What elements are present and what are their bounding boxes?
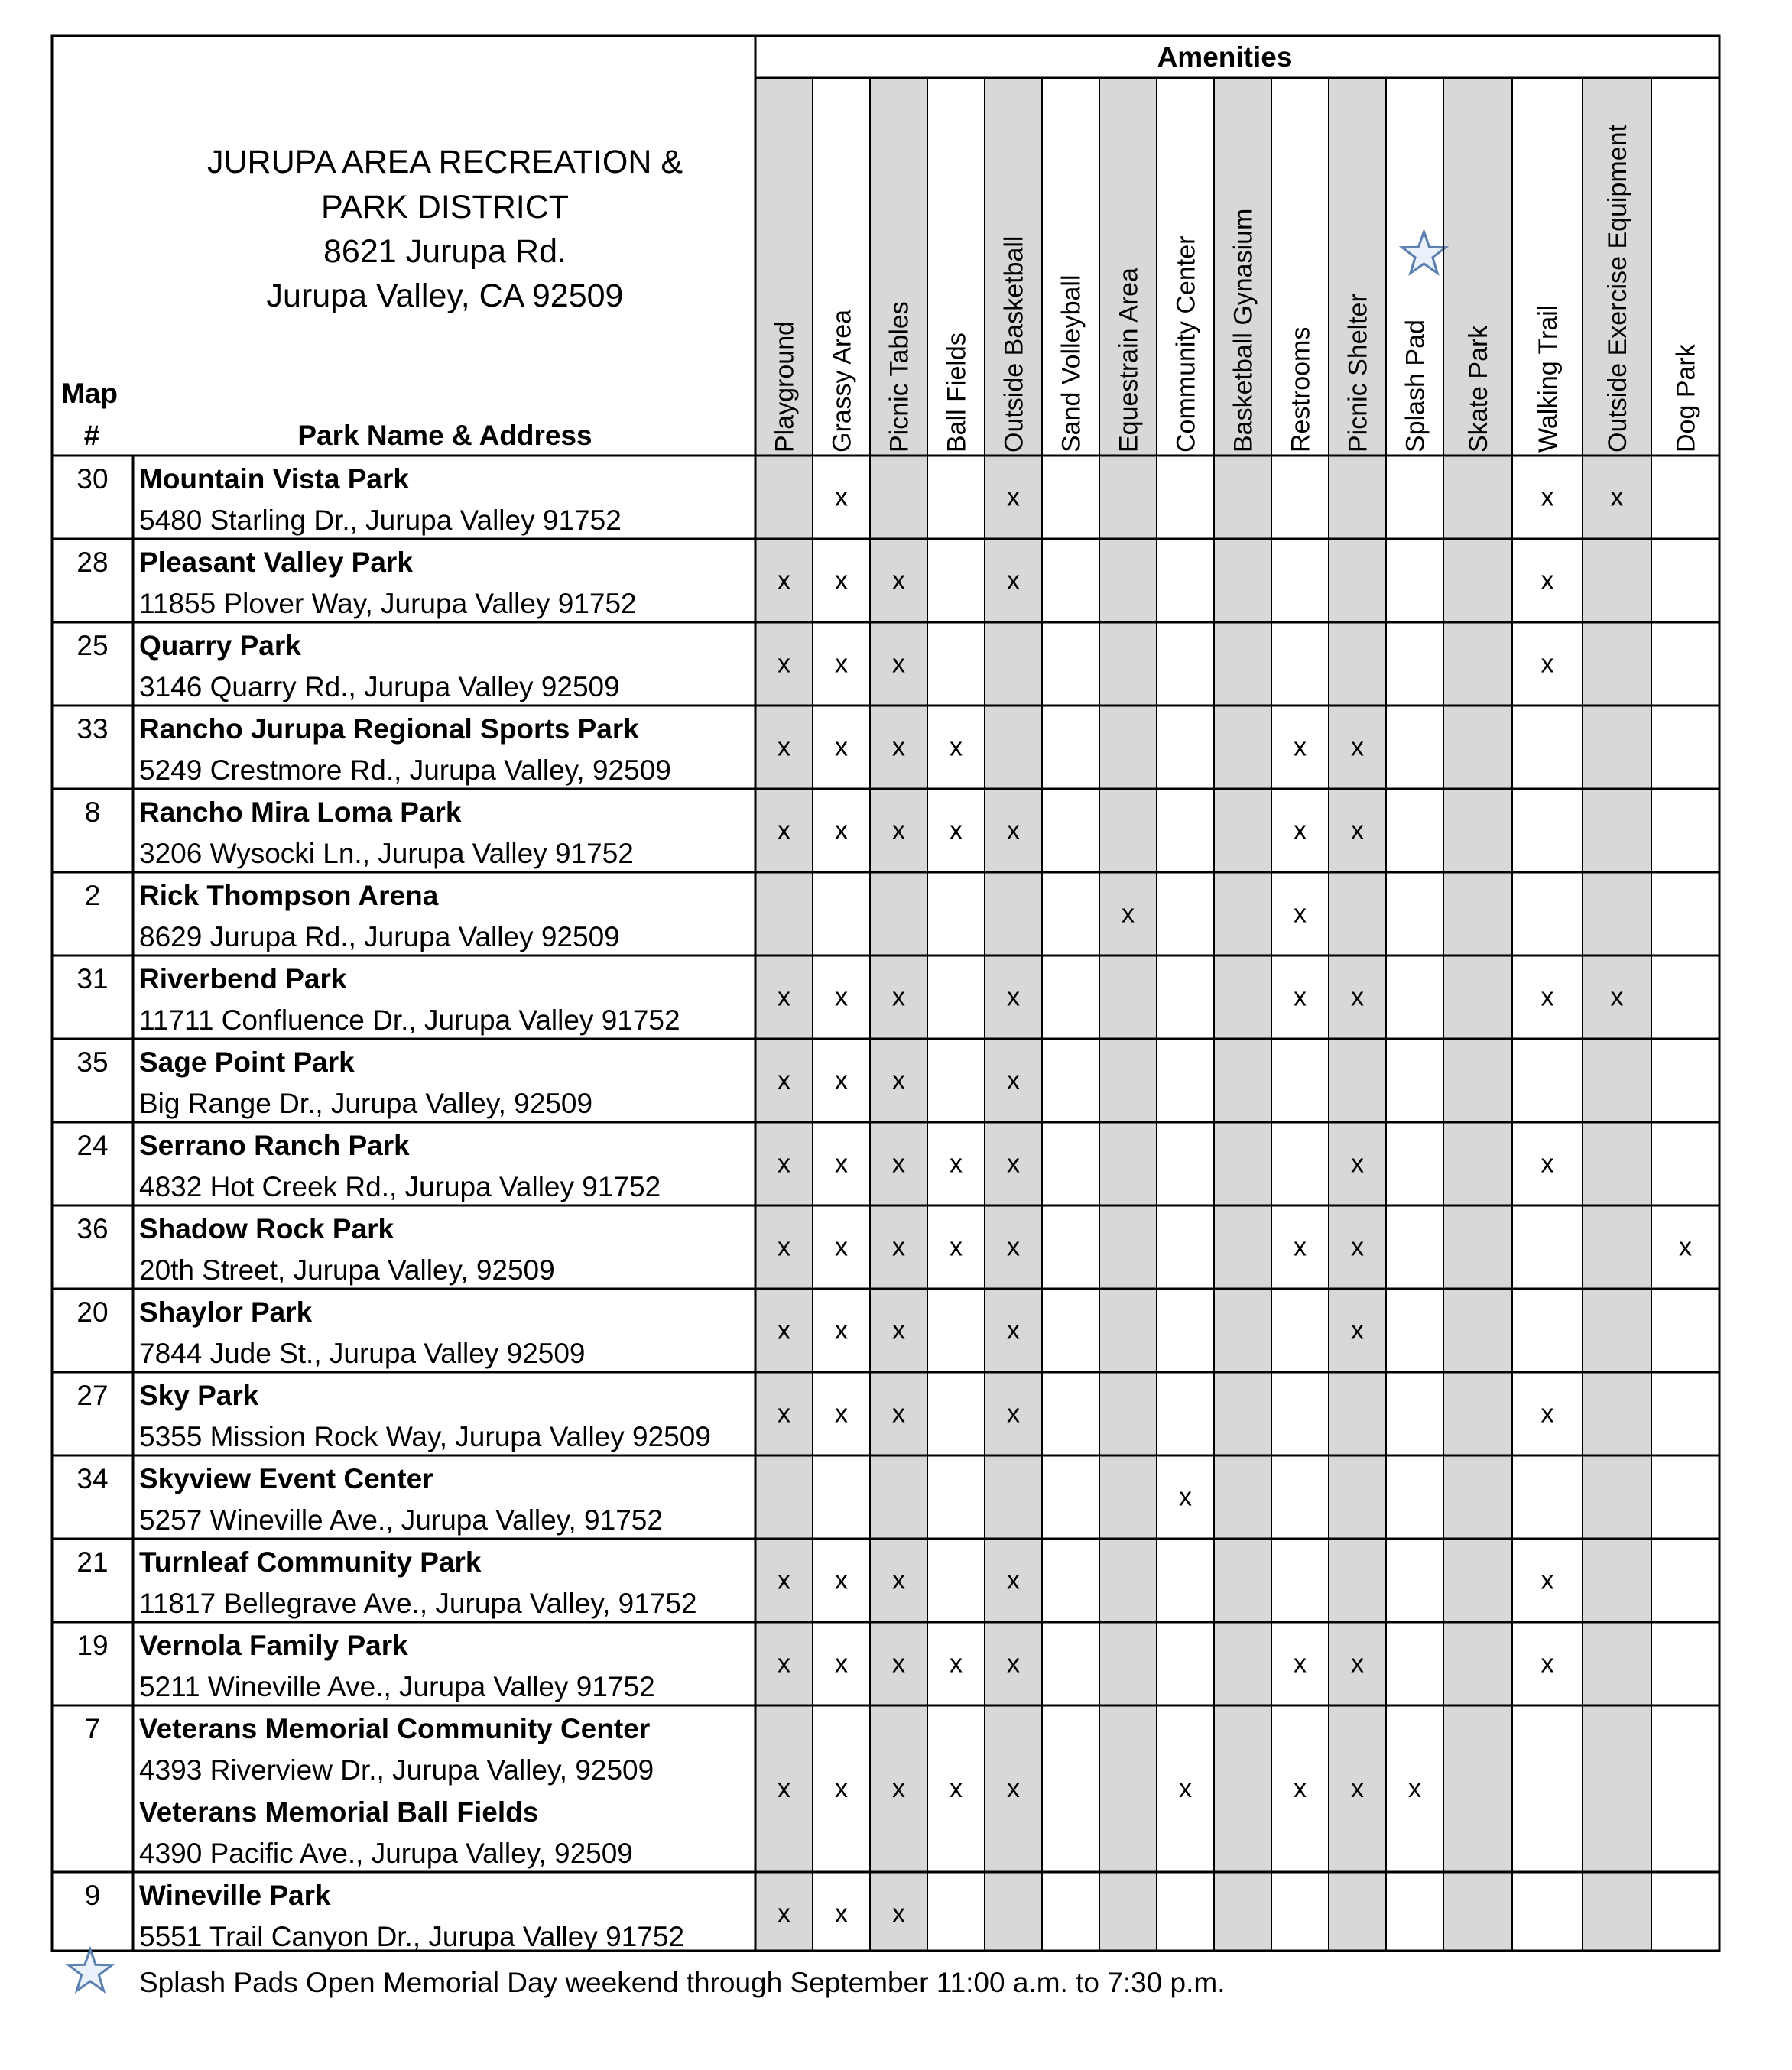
amenity-mark: x xyxy=(1007,1232,1020,1262)
amenity-mark: x xyxy=(835,1066,848,1095)
amenity-mark: x xyxy=(835,982,848,1012)
column-header-basketball-gynasium: Basketball Gynasium xyxy=(1229,208,1258,453)
park-name: Pleasant Valley Park xyxy=(139,547,413,578)
amenity-mark: x xyxy=(892,1149,905,1179)
district-name-line-1: JURUPA AREA RECREATION & xyxy=(206,144,683,180)
amenity-mark: x xyxy=(1007,1649,1020,1679)
park-name: Rancho Jurupa Regional Sports Park xyxy=(139,713,639,745)
amenity-mark: x xyxy=(778,649,790,679)
map-number: 31 xyxy=(76,963,109,994)
map-number: 9 xyxy=(84,1880,101,1911)
park-address: 5480 Starling Dr., Jurupa Valley 91752 xyxy=(139,505,622,536)
amenity-mark: x xyxy=(892,566,905,595)
amenities-heading: Amenities xyxy=(1157,41,1293,73)
amenity-mark: x xyxy=(835,1399,848,1429)
amenity-mark: x xyxy=(1007,1399,1020,1429)
amenity-mark: x xyxy=(892,1565,905,1595)
amenity-mark: x xyxy=(1540,1565,1554,1595)
amenity-mark: x xyxy=(892,982,905,1012)
park-name: Mountain Vista Park xyxy=(139,463,409,495)
amenity-mark: x xyxy=(892,1399,905,1429)
map-number: 20 xyxy=(76,1296,109,1328)
park-name: Veterans Memorial Community Center xyxy=(139,1713,651,1744)
amenity-mark: x xyxy=(950,1232,963,1262)
map-number-label: # xyxy=(83,420,100,451)
map-number: 33 xyxy=(76,713,109,745)
park-address: 11817 Bellegrave Ave., Jurupa Valley, 91752 xyxy=(139,1588,697,1619)
amenity-mark: x xyxy=(892,816,905,845)
park-address: 4393 Riverview Dr., Jurupa Valley, 92509 xyxy=(139,1754,654,1786)
amenity-mark: x xyxy=(892,732,905,762)
amenity-mark: x xyxy=(835,1899,848,1929)
amenity-mark: x xyxy=(1610,982,1624,1012)
amenity-mark: x xyxy=(778,1649,790,1679)
park-name: Quarry Park xyxy=(139,630,301,661)
map-number: 28 xyxy=(76,547,109,578)
park-name: Sage Point Park xyxy=(139,1046,355,1078)
amenity-mark: x xyxy=(1351,1774,1364,1803)
amenity-mark: x xyxy=(778,982,790,1012)
column-header-splash-pad: Splash Pad xyxy=(1401,320,1430,453)
amenity-mark: x xyxy=(1351,1149,1364,1179)
amenity-mark: x xyxy=(835,1774,848,1803)
amenity-mark: x xyxy=(892,1774,905,1803)
amenity-mark: x xyxy=(1007,1565,1020,1595)
star-icon xyxy=(1402,232,1446,273)
amenity-mark: x xyxy=(778,1774,790,1803)
amenity-mark: x xyxy=(1351,816,1364,845)
amenity-mark: x xyxy=(892,1066,905,1095)
amenity-mark: x xyxy=(1294,732,1307,762)
amenity-mark: x xyxy=(778,1899,790,1929)
amenity-mark: x xyxy=(778,732,790,762)
amenity-mark: x xyxy=(835,649,848,679)
map-number: 35 xyxy=(76,1046,109,1078)
amenity-mark: x xyxy=(1294,982,1307,1012)
map-number: 25 xyxy=(76,630,109,661)
park-address: 4832 Hot Creek Rd., Jurupa Valley 91752 xyxy=(139,1171,661,1202)
column-header-sand-volleyball: Sand Volleyball xyxy=(1057,274,1086,453)
amenity-mark: x xyxy=(778,1316,790,1345)
map-number: 34 xyxy=(76,1463,109,1494)
amenity-mark: x xyxy=(1351,732,1364,762)
column-header-skate-park: Skate Park xyxy=(1464,325,1493,453)
park-name: Veterans Memorial Ball Fields xyxy=(139,1796,539,1828)
amenity-mark: x xyxy=(950,732,963,762)
column-header-dog-park: Dog Park xyxy=(1671,344,1701,453)
amenity-mark: x xyxy=(1179,1482,1192,1512)
amenity-mark: x xyxy=(1351,1649,1364,1679)
park-address: 20th Street, Jurupa Valley, 92509 xyxy=(139,1254,555,1286)
park-address: 4390 Pacific Ave., Jurupa Valley, 92509 xyxy=(139,1838,633,1869)
column-header-picnic-shelter: Picnic Shelter xyxy=(1343,294,1373,453)
amenity-mark: x xyxy=(1351,1316,1364,1345)
column-header-outside-exercise-equipment: Outside Exercise Equipment xyxy=(1603,125,1632,453)
amenity-mark: x xyxy=(1007,566,1020,595)
park-name: Riverbend Park xyxy=(139,963,347,994)
amenity-mark: x xyxy=(1351,982,1364,1012)
park-address: Big Range Dr., Jurupa Valley, 92509 xyxy=(139,1088,593,1119)
park-address: 7844 Jude St., Jurupa Valley 92509 xyxy=(139,1338,586,1369)
column-header-outside-basketball: Outside Basketball xyxy=(999,235,1029,453)
amenity-mark: x xyxy=(1007,816,1020,845)
amenity-mark: x xyxy=(835,1232,848,1262)
amenity-mark: x xyxy=(778,816,790,845)
amenity-mark: x xyxy=(1122,899,1135,929)
park-address: 3206 Wysocki Ln., Jurupa Valley 91752 xyxy=(139,838,634,869)
amenity-mark: x xyxy=(950,816,963,845)
map-number: 27 xyxy=(76,1380,109,1411)
amenity-mark: x xyxy=(835,1316,848,1345)
amenity-mark: x xyxy=(1540,482,1554,512)
amenity-mark: x xyxy=(1294,899,1307,929)
park-row xyxy=(76,963,1623,1036)
amenity-mark: x xyxy=(892,1232,905,1262)
amenity-mark: x xyxy=(1294,1774,1307,1803)
amenity-mark: x xyxy=(835,1149,848,1179)
park-address: 5551 Trail Canyon Dr., Jurupa Valley 91752 xyxy=(139,1921,685,1952)
amenity-mark: x xyxy=(1294,1232,1307,1262)
park-name: Wineville Park xyxy=(139,1880,331,1911)
park-address: 11711 Confluence Dr., Jurupa Valley 91752 xyxy=(139,1004,680,1036)
amenity-mark: x xyxy=(892,1899,905,1929)
column-header-ball-fields: Ball Fields xyxy=(942,333,972,453)
park-name: Shaylor Park xyxy=(139,1296,313,1328)
amenity-mark: x xyxy=(835,732,848,762)
column-header-equestrain-area: Equestrain Area xyxy=(1114,268,1144,453)
amenity-mark: x xyxy=(1540,1399,1554,1429)
column-header-walking-trail: Walking Trail xyxy=(1534,304,1563,453)
amenity-mark: x xyxy=(1679,1232,1692,1262)
map-number: 8 xyxy=(84,797,101,828)
map-number: 21 xyxy=(76,1546,109,1578)
park-name: Vernola Family Park xyxy=(139,1630,408,1661)
district-name-line-2: PARK DISTRICT xyxy=(320,189,570,225)
amenity-mark: x xyxy=(835,566,848,595)
map-number: 30 xyxy=(76,463,109,495)
map-number: 24 xyxy=(76,1130,109,1161)
amenity-mark: x xyxy=(1007,1774,1020,1803)
amenity-mark: x xyxy=(835,816,848,845)
park-address: 5249 Crestmore Rd., Jurupa Valley, 92509 xyxy=(139,754,671,786)
park-address: 8629 Jurupa Rd., Jurupa Valley 92509 xyxy=(139,921,620,952)
park-row xyxy=(85,797,1364,869)
column-header-playground: Playground xyxy=(770,320,800,453)
map-number: 19 xyxy=(76,1630,109,1661)
amenity-mark: x xyxy=(835,482,848,512)
amenity-mark: x xyxy=(1408,1774,1421,1803)
district-address-line-1: 8621 Jurupa Rd. xyxy=(323,233,566,270)
amenity-mark: x xyxy=(1610,482,1624,512)
park-address: 11855 Plover Way, Jurupa Valley 91752 xyxy=(139,588,637,619)
amenity-mark: x xyxy=(1540,982,1554,1012)
amenity-mark: x xyxy=(778,1066,790,1095)
amenity-mark: x xyxy=(1294,1649,1307,1679)
amenity-mark: x xyxy=(1007,1066,1020,1095)
amenity-mark: x xyxy=(1007,1316,1020,1345)
amenity-mark: x xyxy=(892,1316,905,1345)
amenity-mark: x xyxy=(1007,1149,1020,1179)
amenity-mark: x xyxy=(778,1232,790,1262)
park-address: 5211 Wineville Ave., Jurupa Valley 91752 xyxy=(139,1671,655,1702)
amenity-mark: x xyxy=(1007,482,1020,512)
district-address-line-2: Jurupa Valley, CA 92509 xyxy=(266,277,624,314)
map-number: 36 xyxy=(76,1213,109,1244)
park-name: Rick Thompson Arena xyxy=(139,880,439,911)
amenity-mark: x xyxy=(1540,566,1554,595)
amenity-mark: x xyxy=(950,1649,963,1679)
amenity-mark: x xyxy=(835,1565,848,1595)
amenity-mark: x xyxy=(950,1149,963,1179)
footnote-text: Splash Pads Open Memorial Day weekend through September 11:00 a.m. to 7:30 p.m. xyxy=(139,1967,1226,1998)
park-name: Serrano Ranch Park xyxy=(139,1130,410,1161)
amenity-mark: x xyxy=(778,1565,790,1595)
amenity-mark: x xyxy=(778,1149,790,1179)
park-name-column-label: Park Name & Address xyxy=(297,420,592,451)
column-header-picnic-tables: Picnic Tables xyxy=(885,301,914,453)
park-name: Skyview Event Center xyxy=(139,1463,433,1494)
amenity-mark: x xyxy=(892,1649,905,1679)
amenity-mark: x xyxy=(1179,1774,1192,1803)
park-name: Shadow Rock Park xyxy=(139,1213,394,1244)
amenity-mark: x xyxy=(778,1399,790,1429)
amenity-mark: x xyxy=(1351,1232,1364,1262)
park-name: Rancho Mira Loma Park xyxy=(139,797,462,828)
column-header-restrooms: Restrooms xyxy=(1286,326,1316,453)
amenity-mark: x xyxy=(1007,982,1020,1012)
column-header-community-center: Community Center xyxy=(1171,235,1201,453)
footnote-star-icon xyxy=(69,1949,112,1991)
amenity-mark: x xyxy=(835,1649,848,1679)
park-name: Sky Park xyxy=(139,1380,259,1411)
map-column-label: Map xyxy=(61,378,118,409)
amenity-mark: x xyxy=(1540,1649,1554,1679)
park-address: 3146 Quarry Rd., Jurupa Valley 92509 xyxy=(139,671,620,702)
park-name: Turnleaf Community Park xyxy=(139,1546,482,1578)
amenity-mark: x xyxy=(1540,649,1554,679)
map-number: 7 xyxy=(84,1713,101,1744)
park-address: 5257 Wineville Ave., Jurupa Valley, 91752 xyxy=(139,1504,663,1536)
amenity-mark: x xyxy=(1540,1149,1554,1179)
map-number: 2 xyxy=(84,880,101,911)
amenity-mark: x xyxy=(1294,816,1307,845)
amenity-mark: x xyxy=(950,1774,963,1803)
park-address: 5355 Mission Rock Way, Jurupa Valley 92509 xyxy=(139,1421,711,1452)
park-row xyxy=(76,463,1623,536)
amenity-mark: x xyxy=(778,566,790,595)
amenity-mark: x xyxy=(892,649,905,679)
column-header-grassy-area: Grassy Area xyxy=(827,309,857,453)
park-row xyxy=(76,1296,1364,1369)
park-row xyxy=(76,713,1364,786)
